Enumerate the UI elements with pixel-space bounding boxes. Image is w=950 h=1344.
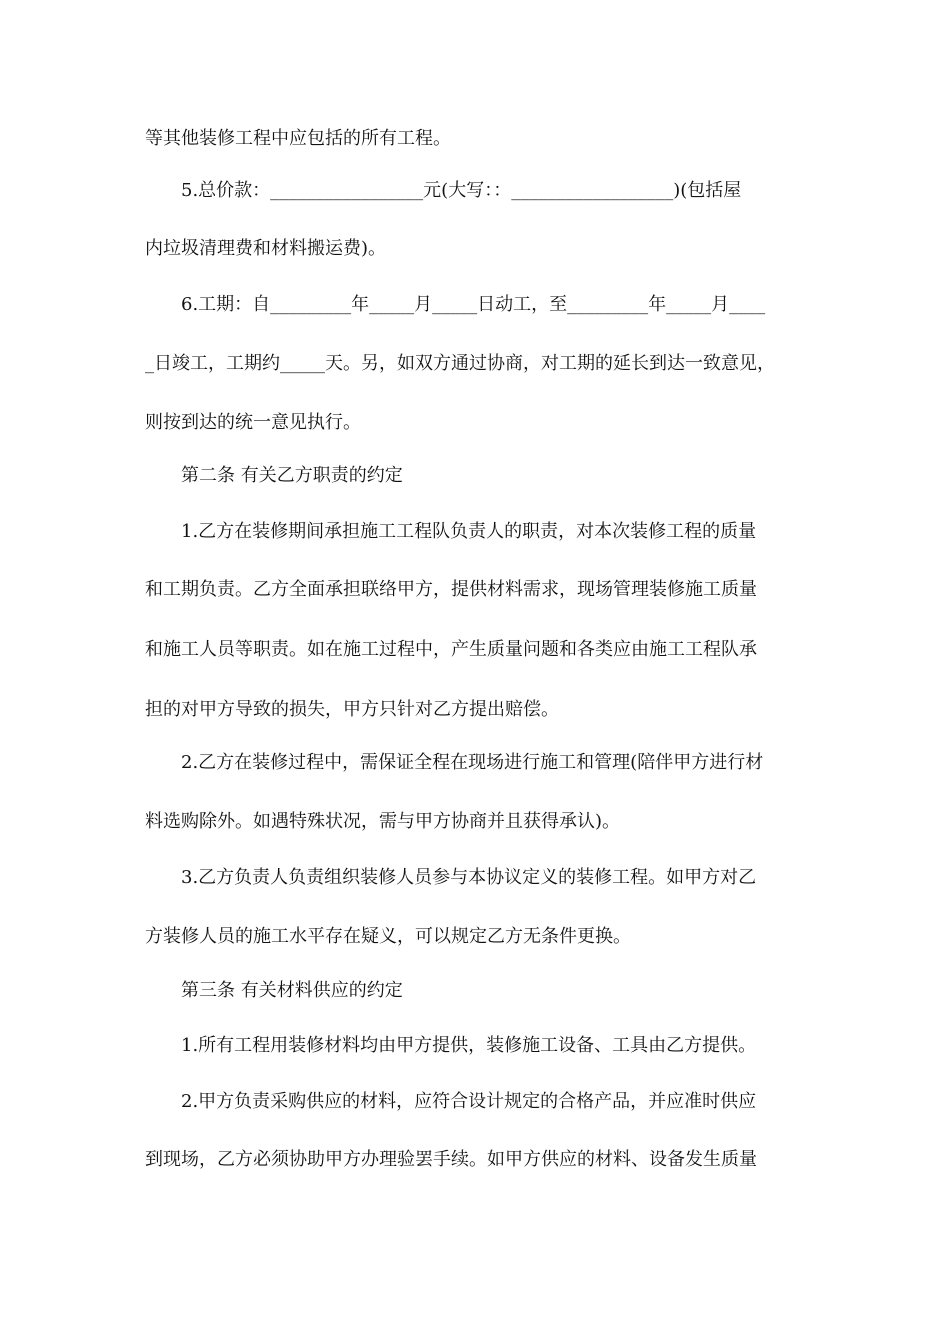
text-line-12: 2.乙方在装修过程中，需保证全程在现场进行施工和管理(陪伴甲方进行材 [181,752,764,773]
text-line-1: 等其他装修工程中应包括的所有工程。 [145,128,451,149]
text-line-4: 6.工期：自_________年_____月_____日动工，至_________年_____月____ [181,294,766,315]
section-heading-3: 第三条 有关材料供应的约定 [181,980,403,1001]
text-line-19: 到现场，乙方必须协助甲方办理验罢手续。如甲方供应的材料、设备发生质量 [145,1149,757,1170]
text-line-3: 内垃圾清理费和材料搬运费)。 [145,238,387,259]
text-line-14: 3.乙方负责人负责组织装修人员参与本协议定义的装修工程。如甲方对乙 [181,867,757,888]
text-line-5: _日竣工，工期约_____天。另，如双方通过协商，对工期的延长到达一致意见， [145,353,775,374]
text-line-17: 1.所有工程用装修材料均由甲方提供，装修施工设备、工具由乙方提供。 [181,1035,757,1056]
text-line-9: 和工期负责。乙方全面承担联络甲方，提供材料需求，现场管理装修施工质量 [145,579,757,600]
text-line-15: 方装修人员的施工水平存在疑义，可以规定乙方无条件更换。 [145,926,631,947]
text-line-13: 料选购除外。如遇特殊状况，需与甲方协商并且获得承认)。 [145,811,621,832]
text-line-18: 2.甲方负责采购供应的材料，应符合设计规定的合格产品，并应准时供应 [181,1091,757,1112]
text-line-2: 5.总价款：_________________元(大写：：__________________)(包括屋 [181,180,742,201]
text-line-6: 则按到达的统一意见执行。 [145,412,361,433]
text-line-10: 和施工人员等职责。如在施工过程中，产生质量问题和各类应由施工工程队承 [145,639,757,660]
section-heading-2: 第二条 有关乙方职责的约定 [181,465,403,486]
text-line-11: 担的对甲方导致的损失，甲方只针对乙方提出赔偿。 [145,699,559,720]
text-line-8: 1.乙方在装修期间承担施工工程队负责人的职责，对本次装修工程的质量 [181,521,757,542]
